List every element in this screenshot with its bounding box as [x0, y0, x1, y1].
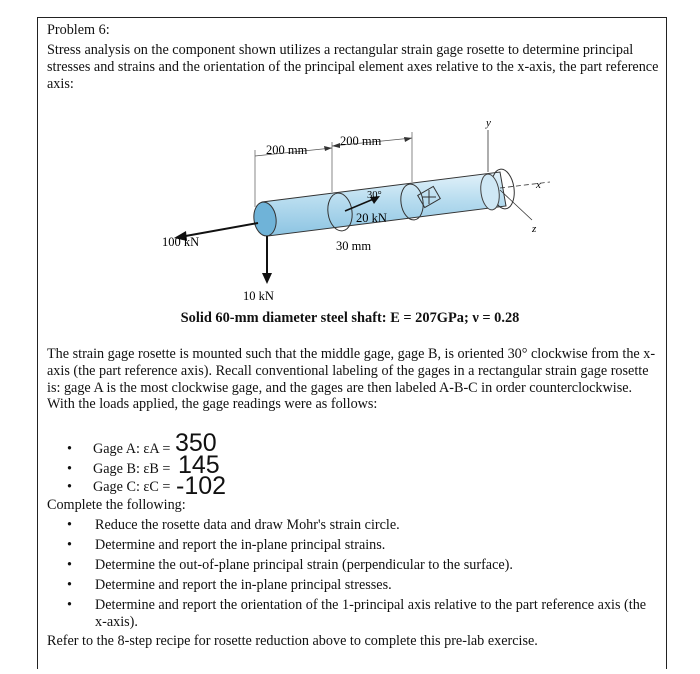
gage-a-label: Gage A: εA = — [93, 441, 171, 457]
refer-note: Refer to the 8-step recipe for rosette reduction above to complete this pre-lab exercise. — [47, 633, 538, 649]
bullet: • — [67, 479, 72, 495]
gage-c-value: -102 — [176, 472, 227, 500]
complete-title: Complete the following: — [47, 497, 186, 513]
problem-intro: Stress analysis on the component shown utilizes a rectangular strain gage rosette to determine principal stresses and strains and the orientation of the principal element axes relative to the x-axis, the part reference axis: — [47, 42, 659, 92]
shaft-body — [262, 172, 506, 236]
task-item: • Determine and report the orientation of the 1-principal axis relative to the part reference axis (the x-axis). — [67, 597, 647, 631]
dim-right-label: 200 mm — [340, 134, 382, 148]
task-item: • Determine the out-of-plane principal strain (perpendicular to the surface). — [67, 557, 647, 574]
task-text: Determine and report the in-plane principal strains. — [95, 537, 386, 553]
gage-a-row — [67, 441, 170, 458]
gage-b-label: Gage B: εB = — [93, 461, 171, 477]
gage-b-row — [67, 461, 170, 478]
dim-left-label: 200 mm — [266, 143, 308, 157]
figure-caption: Solid 60-mm diameter steel shaft: E = 207GPa; ν = 0.28 — [180, 310, 520, 326]
shaft-figure — [140, 112, 580, 310]
task-item: • Reduce the rosette data and draw Mohr's strain circle. — [67, 517, 647, 534]
gage-b-value: 145 — [178, 451, 220, 479]
task-text: Reduce the rosette data and draw Mohr's strain circle. — [95, 517, 400, 533]
gage-c-row — [67, 479, 170, 496]
task-text: Determine and report the in-plane principal stresses. — [95, 577, 392, 593]
bullet: • — [67, 441, 72, 457]
task-text: Determine the out-of-plane principal strain (perpendicular to the surface). — [95, 557, 513, 573]
axis-z-label: z — [532, 223, 537, 235]
axis-y-label: y — [486, 117, 491, 129]
radius-label: 30 mm — [336, 239, 372, 253]
task-item: • Determine and report the in-plane principal strains. — [67, 537, 647, 554]
problem-title: Problem 6: — [47, 22, 110, 38]
task-item: • Determine and report the in-plane principal stresses. — [67, 577, 647, 594]
down-load-label: 10 kN — [243, 289, 274, 303]
angle-label: 30° — [367, 190, 382, 201]
task-text: Determine and report the orientation of the 1-principal axis relative to the part reference axis (the x-axis). — [95, 597, 647, 631]
axis-x-label: x — [536, 179, 541, 191]
gage-c-label: Gage C: εC = — [93, 479, 171, 495]
mid-load-label: 20 kN — [356, 211, 387, 225]
gage-a-value: 350 — [175, 429, 217, 457]
rosette-paragraph: The strain gage rosette is mounted such that the middle gage, gage B, is oriented 30° clockwise from the x-axis (the part reference axis). Recall conventional labeling of the gages in a rectangular strain gage rosette is: gage A is the most clockwise gage, and the gages are then labeled A-B-C in order counterclockwise. With the loads applied, the gage readings were as follows: — [47, 346, 656, 413]
bullet: • — [67, 461, 72, 477]
axial-load-label: 100 kN — [162, 235, 200, 249]
x-axis-line — [500, 182, 550, 188]
